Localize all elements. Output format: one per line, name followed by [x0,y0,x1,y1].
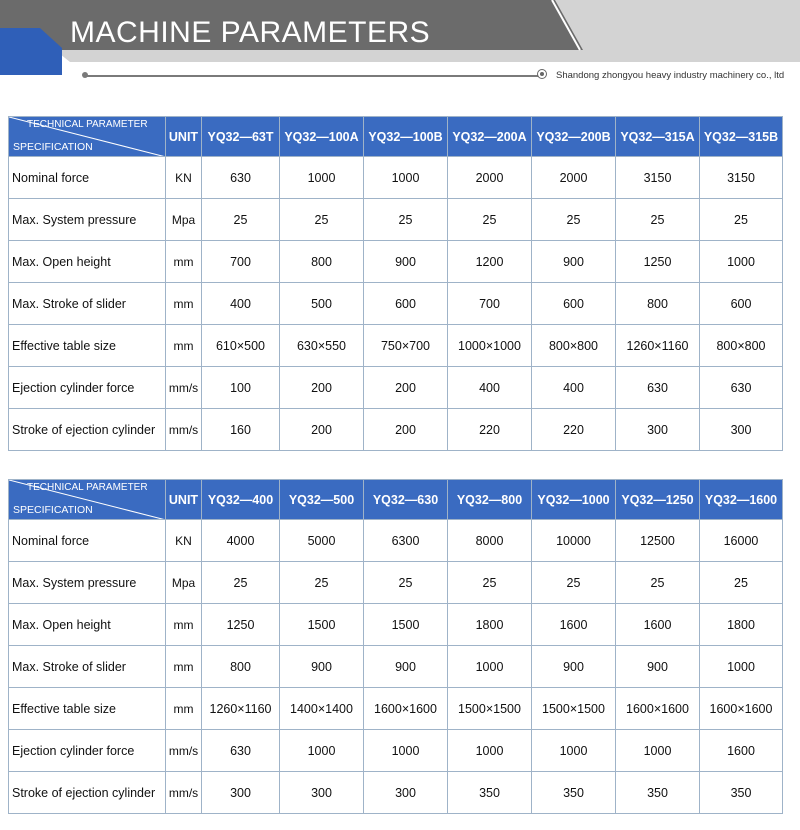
unit-cell: mm [166,283,202,325]
unit-cell: mm [166,325,202,367]
model-header: YQ32—200A [448,117,532,157]
table-row [9,325,783,367]
table-row [9,409,783,451]
value-cell: 900 [532,241,616,283]
value-cell: 630 [202,157,280,199]
value-cell: 1000 [448,730,532,772]
value-cell: 25 [202,562,280,604]
table-row [9,520,783,562]
corner-top-label: TECHNICAL PARAMETER [27,482,148,493]
model-header: YQ32—500 [280,480,364,520]
value-cell: 1500 [280,604,364,646]
value-cell: 200 [280,409,364,451]
value-cell: 630 [616,367,700,409]
company-name: Shandong zhongyou heavy industry machinery co., ltd [556,70,785,81]
value-cell: 5000 [280,520,364,562]
model-header: YQ32—200B [532,117,616,157]
value-cell: 300 [364,772,448,814]
value-cell: 3150 [700,157,783,199]
param-label: Max. Open height [9,241,166,283]
value-cell: 1250 [616,241,700,283]
table-row [9,688,783,730]
unit-header: UNIT [166,480,202,520]
value-cell: 1000 [364,157,448,199]
spec-table-2 [8,479,783,814]
param-label: Nominal force [9,157,166,199]
unit-cell: Mpa [166,199,202,241]
param-label: Max. Open height [9,604,166,646]
value-cell: 1600 [616,604,700,646]
value-cell: 25 [448,562,532,604]
value-cell: 1800 [448,604,532,646]
table-row [9,604,783,646]
value-cell: 700 [448,283,532,325]
corner-header [9,117,166,157]
value-cell: 900 [532,646,616,688]
value-cell: 630 [700,367,783,409]
value-cell: 800×800 [700,325,783,367]
table-row [9,157,783,199]
header-rule [84,75,544,77]
value-cell: 160 [202,409,280,451]
table-row [9,283,783,325]
value-cell: 900 [364,646,448,688]
value-cell: 2000 [448,157,532,199]
value-cell: 25 [448,199,532,241]
value-cell: 10000 [532,520,616,562]
value-cell: 25 [532,199,616,241]
value-cell: 1600 [700,730,783,772]
value-cell: 1600×1600 [616,688,700,730]
value-cell: 1250 [202,604,280,646]
value-cell: 25 [700,199,783,241]
param-label: Max. System pressure [9,562,166,604]
value-cell: 25 [700,562,783,604]
value-cell: 2000 [532,157,616,199]
spec-table-1 [8,116,783,451]
value-cell: 1000 [700,241,783,283]
value-cell: 8000 [448,520,532,562]
value-cell: 1500 [364,604,448,646]
corner-header [9,480,166,520]
value-cell: 100 [202,367,280,409]
table-row [9,199,783,241]
model-header: YQ32—800 [448,480,532,520]
value-cell: 350 [700,772,783,814]
unit-cell: mm/s [166,772,202,814]
value-cell: 400 [202,283,280,325]
unit-cell: mm [166,646,202,688]
value-cell: 610×500 [202,325,280,367]
table-row [9,562,783,604]
value-cell: 500 [280,283,364,325]
param-label: Effective table size [9,325,166,367]
value-cell: 1600×1600 [364,688,448,730]
value-cell: 600 [532,283,616,325]
value-cell: 900 [280,646,364,688]
value-cell: 1400×1400 [280,688,364,730]
param-label: Stroke of ejection cylinder [9,772,166,814]
unit-cell: mm [166,241,202,283]
value-cell: 1000 [280,730,364,772]
value-cell: 400 [532,367,616,409]
corner-bottom-label: SPECIFICATION [13,504,93,516]
value-cell: 800 [202,646,280,688]
value-cell: 25 [364,562,448,604]
value-cell: 800 [616,283,700,325]
value-cell: 800 [280,241,364,283]
value-cell: 900 [616,646,700,688]
value-cell: 25 [616,562,700,604]
corner-bottom-label: SPECIFICATION [13,141,93,153]
value-cell: 25 [280,199,364,241]
param-label: Stroke of ejection cylinder [9,409,166,451]
unit-cell: mm/s [166,730,202,772]
value-cell: 25 [280,562,364,604]
model-header: YQ32—315B [700,117,783,157]
header-banner [0,0,800,81]
unit-cell: mm [166,688,202,730]
value-cell: 900 [364,241,448,283]
value-cell: 4000 [202,520,280,562]
table-row [9,367,783,409]
value-cell: 200 [364,367,448,409]
unit-cell: KN [166,157,202,199]
value-cell: 3150 [616,157,700,199]
unit-header: UNIT [166,117,202,157]
value-cell: 1260×1160 [202,688,280,730]
value-cell: 25 [364,199,448,241]
value-cell: 200 [364,409,448,451]
value-cell: 600 [364,283,448,325]
corner-top-label: TECHNICAL PARAMETER [27,119,148,130]
param-label: Ejection cylinder force [9,367,166,409]
value-cell: 1000 [364,730,448,772]
param-label: Nominal force [9,520,166,562]
param-label: Max. System pressure [9,199,166,241]
value-cell: 1000 [700,646,783,688]
table-row [9,646,783,688]
rule-target-icon [537,69,547,79]
value-cell: 1500×1500 [448,688,532,730]
value-cell: 750×700 [364,325,448,367]
param-label: Max. Stroke of slider [9,283,166,325]
value-cell: 25 [202,199,280,241]
value-cell: 1500×1500 [532,688,616,730]
unit-cell: Mpa [166,562,202,604]
model-header: YQ32—100B [364,117,448,157]
model-header: YQ32—1250 [616,480,700,520]
table-row [9,241,783,283]
model-header: YQ32—100A [280,117,364,157]
value-cell: 630×550 [280,325,364,367]
value-cell: 1600×1600 [700,688,783,730]
value-cell: 1200 [448,241,532,283]
param-label: Max. Stroke of slider [9,646,166,688]
unit-cell: mm/s [166,367,202,409]
param-label: Effective table size [9,688,166,730]
value-cell: 12500 [616,520,700,562]
unit-cell: KN [166,520,202,562]
value-cell: 600 [700,283,783,325]
value-cell: 1000 [448,646,532,688]
value-cell: 1600 [532,604,616,646]
value-cell: 25 [532,562,616,604]
value-cell: 300 [616,409,700,451]
table-row [9,730,783,772]
value-cell: 1000 [280,157,364,199]
value-cell: 350 [532,772,616,814]
value-cell: 220 [448,409,532,451]
model-header: YQ32—400 [202,480,280,520]
unit-cell: mm [166,604,202,646]
model-header: YQ32—630 [364,480,448,520]
value-cell: 220 [532,409,616,451]
value-cell: 350 [616,772,700,814]
value-cell: 1000 [616,730,700,772]
model-header: YQ32—63T [202,117,280,157]
table-row [9,772,783,814]
value-cell: 16000 [700,520,783,562]
value-cell: 400 [448,367,532,409]
model-header: YQ32—1600 [700,480,783,520]
value-cell: 1000 [532,730,616,772]
value-cell: 200 [280,367,364,409]
value-cell: 630 [202,730,280,772]
value-cell: 25 [616,199,700,241]
param-label: Ejection cylinder force [9,730,166,772]
value-cell: 800×800 [532,325,616,367]
value-cell: 700 [202,241,280,283]
value-cell: 300 [280,772,364,814]
value-cell: 300 [700,409,783,451]
value-cell: 350 [448,772,532,814]
unit-cell: mm/s [166,409,202,451]
page-title: MACHINE PARAMETERS [70,16,431,49]
value-cell: 1000×1000 [448,325,532,367]
value-cell: 300 [202,772,280,814]
model-header: YQ32—315A [616,117,700,157]
model-header: YQ32—1000 [532,480,616,520]
value-cell: 1260×1160 [616,325,700,367]
value-cell: 6300 [364,520,448,562]
value-cell: 1800 [700,604,783,646]
